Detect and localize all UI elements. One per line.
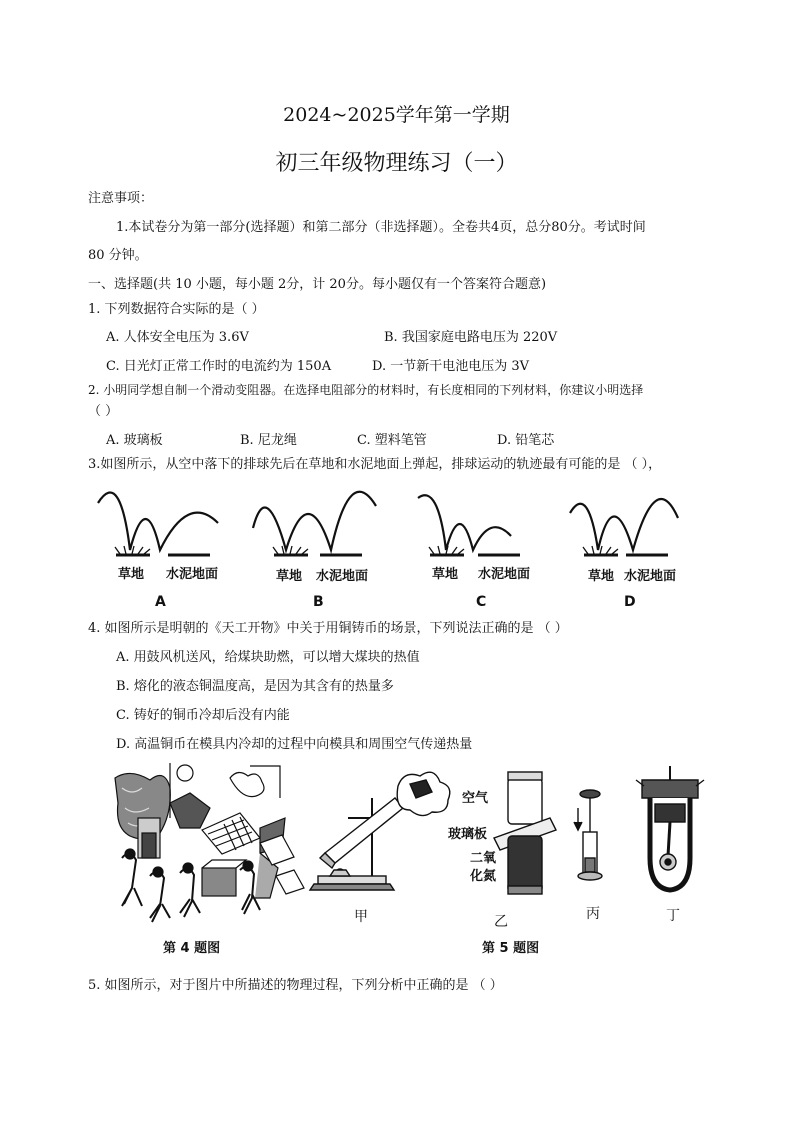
q1-option-c: C. 日光灯正常工作时的电流约为 150A <box>106 359 332 374</box>
q3-d-grass-label: 草地 <box>588 569 615 584</box>
figure-ding-engine <box>636 766 704 890</box>
figure-jia-label: 甲 <box>354 909 368 925</box>
q4-stem: 4. 如图所示是明朝的《天工开物》中关于用铜铸币的场景，下列说法正确的是 （ ） <box>88 621 568 636</box>
trajectory-b <box>253 492 376 550</box>
notice-line-2: 80 分钟。 <box>88 248 148 263</box>
no2-label-line1: 二氧 <box>470 851 497 866</box>
air-label: 空气 <box>462 791 489 806</box>
figure-bing-label: 丙 <box>586 906 600 922</box>
q3-b-cement-label: 水泥地面 <box>316 569 369 584</box>
section-1-heading: 一、选择题(共 10 小题，每小题 2分，计 20分。每小题仅有一个答案符合题意) <box>88 277 547 292</box>
q4-q5-figures <box>110 758 710 968</box>
q3-label-a: A <box>155 594 166 610</box>
q4-option-c: C. 铸好的铜币冷却后没有内能 <box>116 708 290 723</box>
coin-casting-illustration <box>115 763 304 922</box>
q5-figure-caption: 第 5 题图 <box>482 941 540 956</box>
q3-label-d: D <box>624 594 636 610</box>
q3-c-grass-label: 草地 <box>432 567 459 582</box>
exam-paper-title: 初三年级物理练习（一） <box>275 151 518 176</box>
q3-a-grass-label: 草地 <box>118 567 145 582</box>
q3-label-c: C <box>476 594 487 610</box>
q1-option-a: A. 人体安全电压为 3.6V <box>106 330 249 345</box>
q2-paren: （ ） <box>88 404 119 419</box>
q4-figure-caption: 第 4 题图 <box>163 941 221 956</box>
q3-stem: 3.如图所示，从空中落下的排球先后在草地和水泥地面上弹起，排球运动的轨迹最有可能的是 （ ）， <box>88 457 662 472</box>
q3-d-cement-label: 水泥地面 <box>624 569 677 584</box>
q4-option-b: B. 熔化的液态铜温度高，是因为其含有的热量多 <box>116 679 394 694</box>
q3-b-grass-label: 草地 <box>276 569 303 584</box>
figure-bing-syringe <box>574 790 602 880</box>
q4-option-d: D. 高温铜币在模具内冷却的过程中向模具和周围空气传递热量 <box>116 737 473 752</box>
figure-jia-test-tube <box>310 772 450 890</box>
trajectory-c <box>418 495 511 550</box>
q3-a-cement-label: 水泥地面 <box>166 567 219 582</box>
trajectory-a <box>98 493 218 550</box>
figure-ding-label: 丁 <box>666 908 680 924</box>
q5-stem: 5. 如图所示，对于图片中所描述的物理过程，下列分析中正确的是 （ ） <box>88 978 503 993</box>
q3-label-b: B <box>313 594 324 610</box>
q1-option-b: B. 我国家庭电路电压为 220V <box>384 330 558 345</box>
exam-term-title: 2024~2025学年第一学期 <box>283 104 510 126</box>
notice-label: 注意事项： <box>88 191 154 206</box>
no2-label-line2: 化氮 <box>470 869 497 884</box>
q1-stem: 1. 下列数据符合实际的是（ ） <box>88 302 265 317</box>
q4-option-a: A. 用鼓风机送风，给煤块助燃，可以增大煤块的热值 <box>116 650 420 665</box>
q2-option-c: C. 塑料笔管 <box>357 433 427 448</box>
q2-option-a: A. 玻璃板 <box>106 433 163 448</box>
q2-stem: 2. 小明同学想自制一个滑动变阻器。在选择电阻部分的材料时，有长度相同的下列材料，你建议小明选择 <box>88 383 644 397</box>
q3-trajectory-figure <box>88 478 708 618</box>
notice-line-1: 1.本试卷分为第一部分(选择题）和第二部分（非选择题）。全卷共4页，总分80分。考试时间 <box>116 220 646 235</box>
q1-option-d: D. 一节新干电池电压为 3V <box>372 359 530 374</box>
figure-yi-gas-jars <box>494 772 556 894</box>
trajectory-d <box>570 499 678 550</box>
figure-yi-label: 乙 <box>494 914 508 930</box>
q2-option-d: D. 铅笔芯 <box>497 433 555 448</box>
q3-c-cement-label: 水泥地面 <box>478 567 531 582</box>
q2-option-b: B. 尼龙绳 <box>240 433 297 448</box>
glass-plate-label: 玻璃板 <box>448 827 488 842</box>
